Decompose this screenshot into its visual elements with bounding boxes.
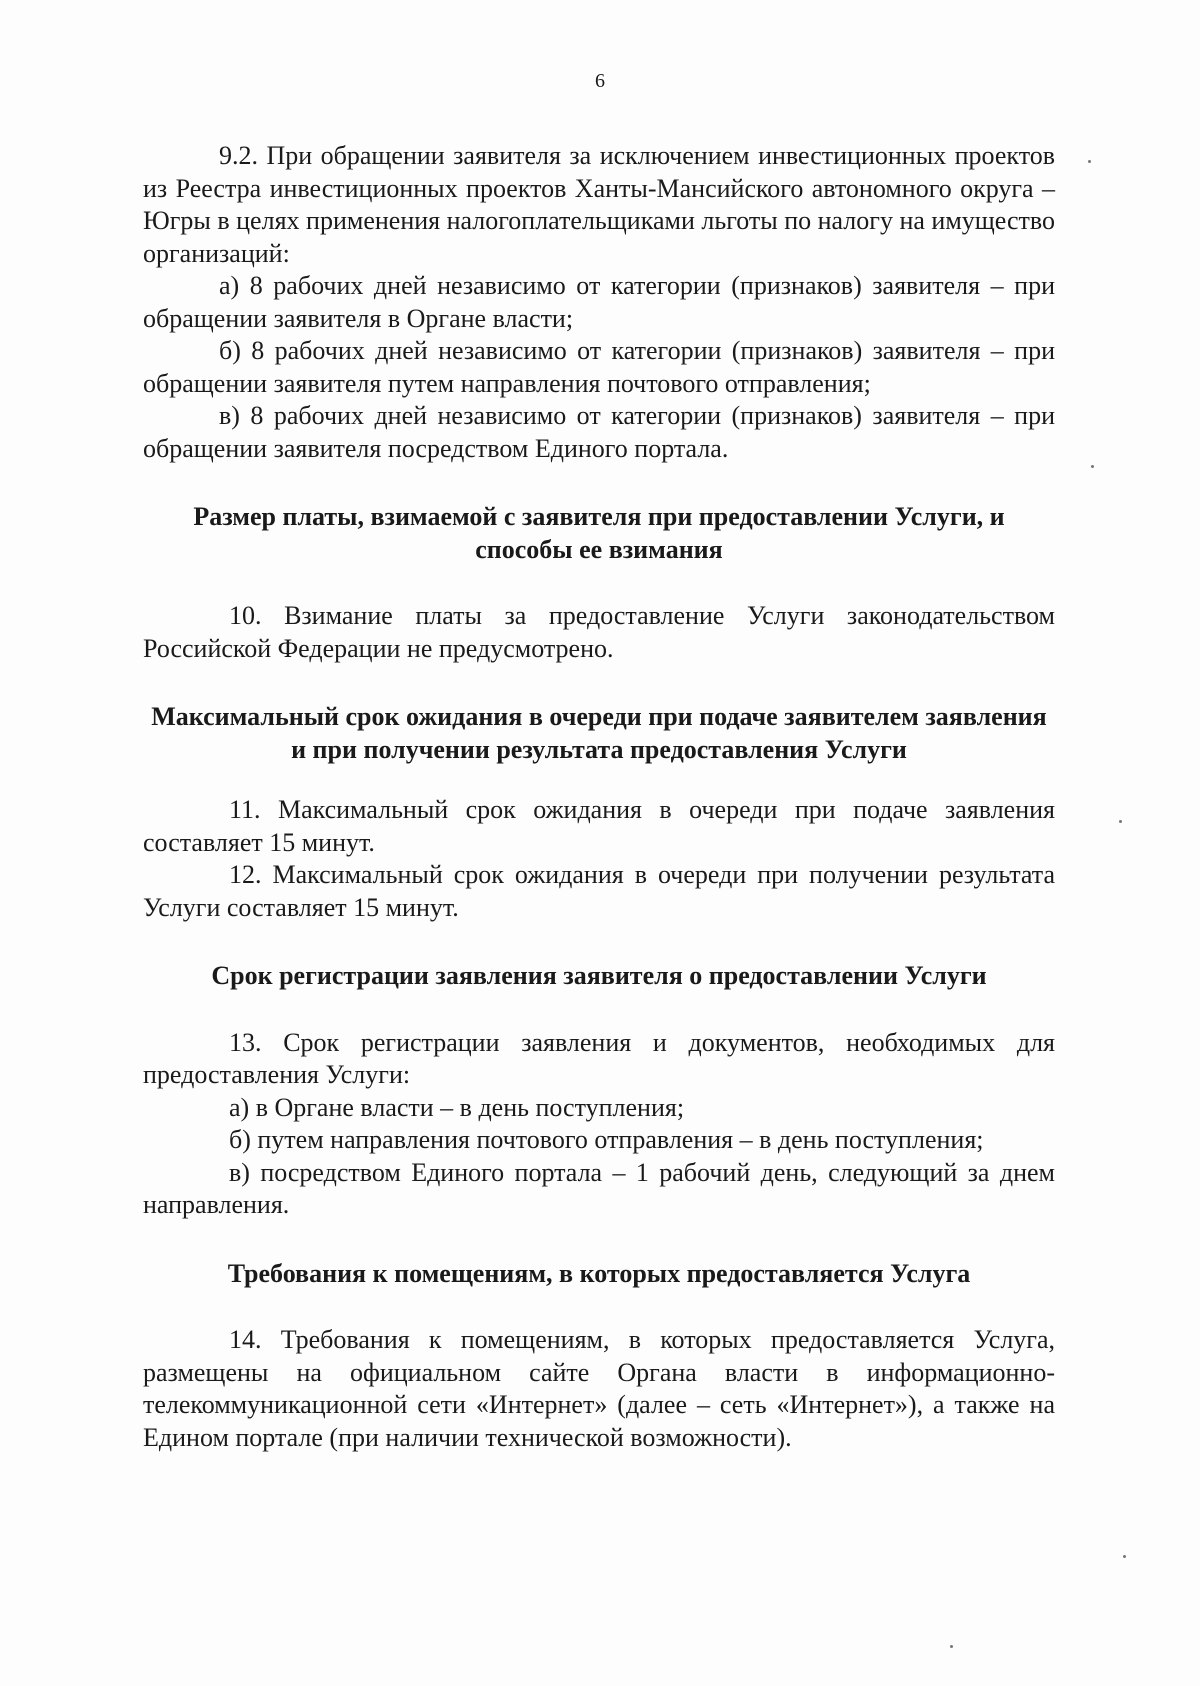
page-number: 6 [595,70,605,92]
document-body [143,140,1055,1454]
paragraph-13-v: в) посредством Единого портала – 1 рабочий день, следующий за днем направления. [143,1157,1055,1219]
paragraph-10: 10. Взимание платы за предоставление Услуги законодательством Российской Федерации не предусмотрено. [143,601,1055,663]
scan-speck [1088,160,1091,163]
paragraph-9-2: 9.2. При обращении заявителя за исключением инвестиционных проектов из Реестра инвестиционных проектов Ханты-Мансийского автономного округа – Югры в целях применения налогоплательщиками льготы по налогу на имущество организаций: [143,141,1055,268]
paragraph-13-a: а) в Органе власти – в день поступления; [229,1092,685,1122]
scan-speck [1119,820,1122,823]
paragraph-9-2-a: а) 8 рабочих дней независимо от категории (признаков) заявителя – при обращении заявителя в Органе власти; [143,271,1055,333]
scan-speck [1091,465,1094,468]
paragraph-12: 12. Максимальный срок ожидания в очереди при получении результата Услуги составляет 15 минут. [143,860,1055,922]
heading-queue: Максимальный срок ожидания в очереди при подаче заявителем заявления и при получении результата предоставления Услуги [151,702,1047,764]
heading-premises: Требования к помещениям, в которых предоставляется Услуга [227,1258,971,1288]
heading-registration: Срок регистрации заявления заявителя о предоставлении Услуги [211,961,987,990]
paragraph-9-2-v: в) 8 рабочих дней независимо от категории (признаков) заявителя – при обращении заявителя посредством Единого портала. [143,401,1055,463]
paragraph-11: 11. Максимальный срок ожидания в очереди при подаче заявления составляет 15 минут. [143,795,1055,857]
paragraph-13-b: б) путем направления почтового отправления – в день поступления; [229,1125,984,1154]
scan-speck [950,1645,953,1648]
paragraph-13: 13. Срок регистрации заявления и документов, необходимых для предоставления Услуги: [143,1027,1055,1089]
paragraph-9-2-b: б) 8 рабочих дней независимо от категории (признаков) заявителя – при обращении заявителя путем направления почтового отправления; [143,336,1055,398]
scan-speck [1123,1555,1126,1558]
heading-fee: Размер платы, взимаемой с заявителя при предоставлении Услуги, и способы ее взимания [193,502,1005,564]
paragraph-14: 14. Требования к помещениям, в которых предоставляется Услуга, размещены на официальном сайте Органа власти в информационно-телекоммуникационной сети «Интернет» (далее – сеть «Интернет»), а также на Едином портале (при наличии технической возможности). [143,1325,1055,1452]
